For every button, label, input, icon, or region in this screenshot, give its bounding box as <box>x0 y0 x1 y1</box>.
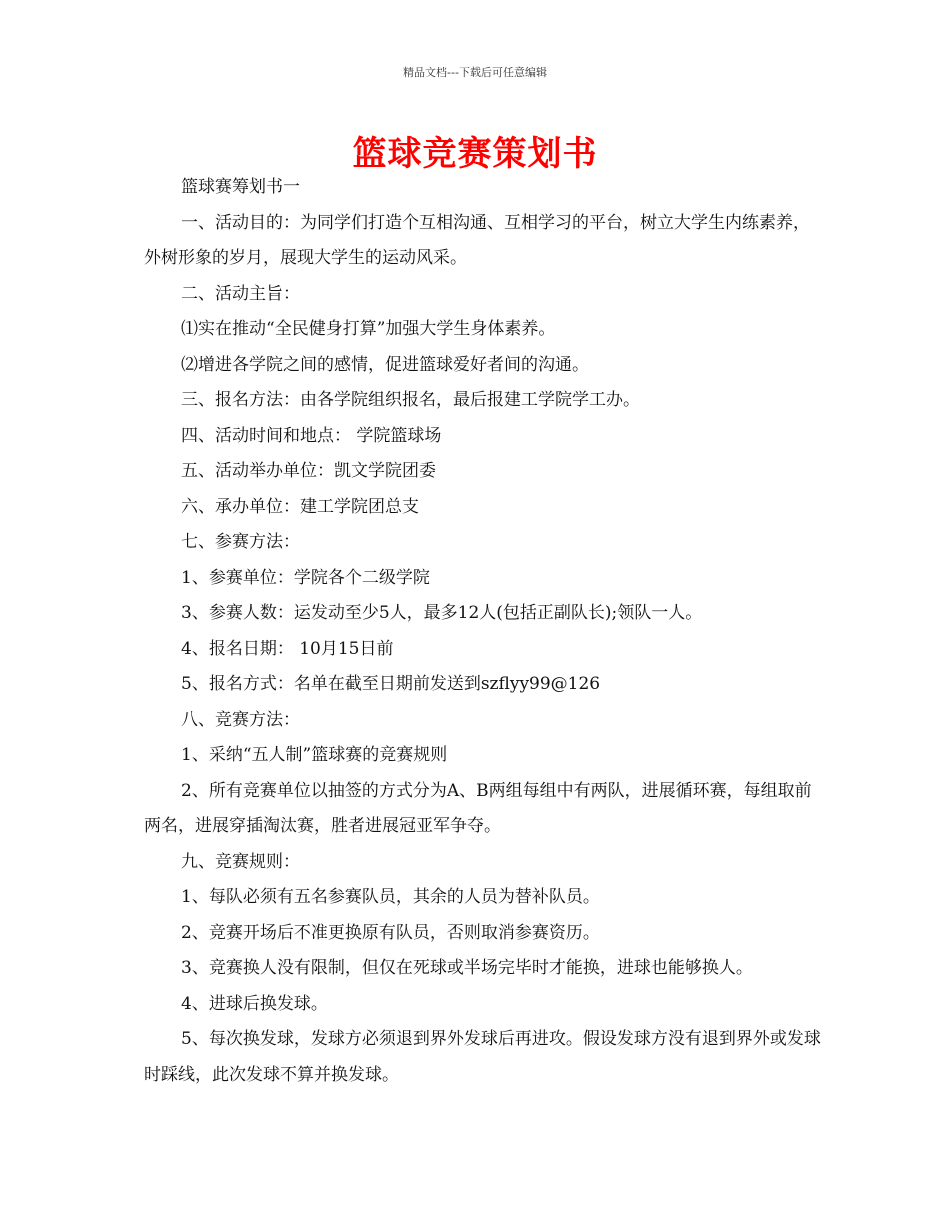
paragraph: 八、竞赛方法： <box>181 709 300 730</box>
paragraph: 三、报名方法：由各学院组织报名，最后报建工学院学工办。 <box>181 390 640 410</box>
paragraph: 5、每次换发球，发球方必须退到界外发球后再进攻。假设发球方没有退到界外或发球时踩线，此次发球不算并换发球。 <box>144 1029 821 1085</box>
paragraph: 1、每队必须有五名参赛队员，其余的人员为替补队员。 <box>181 887 600 907</box>
paragraph: 1、采纳“五人制”篮球赛的竞赛规则 <box>181 745 448 765</box>
paragraph: 四、活动时间和地点： 学院篮球场 <box>181 425 442 446</box>
document-body <box>144 170 824 1093</box>
paragraph: 一、活动目的：为同学们打造个互相沟通、互相学习的平台，树立大学生内练素养，外树形象的岁月，展现大学生的运动风采。 <box>144 212 810 268</box>
paragraph: 二、活动主旨： <box>181 283 300 304</box>
document-title: 篮球竞赛策划书 <box>352 134 598 174</box>
paragraph: 4、进球后换发球。 <box>181 993 328 1014</box>
paragraph: ⑴实在推动“全民健身打算”加强大学生身体素养。 <box>181 319 556 339</box>
paragraph: 3、参赛人数：运发动至少5人，最多12人(包括正副队长);领队一人。 <box>181 603 703 623</box>
paragraph: 篮球赛筹划书一 <box>181 177 300 197</box>
header-note: 精品文档---下载后可任意编辑 <box>403 66 547 79</box>
paragraph: 五、活动举办单位：凯文学院团委 <box>181 461 436 481</box>
paragraph: 5、报名方式：名单在截至日期前发送到szflyy99@126 <box>181 674 601 694</box>
paragraph: 2、竞赛开场后不准更换原有队员，否则取消参赛资历。 <box>181 922 600 943</box>
paragraph: 七、参赛方法： <box>181 532 300 552</box>
paragraph: 3、竞赛换人没有限制，但仅在死球或半场完毕时才能换，进球也能够换人。 <box>181 958 753 978</box>
paragraph: 1、参赛单位：学院各个二级学院 <box>181 567 430 588</box>
paragraph: 六、承办单位：建工学院团总支 <box>181 496 419 517</box>
paragraph: ⑵增进各学院之间的感情，促进篮球爱好者间的沟通。 <box>181 354 589 375</box>
paragraph: 九、竞赛规则： <box>181 851 300 872</box>
paragraph: 2、所有竞赛单位以抽签的方式分为A、B两组每组中有两队，进展循环赛，每组取前两名，进展穿插淘汰赛，胜者进展冠亚军争夺。 <box>144 780 812 836</box>
paragraph: 4、报名日期： 10月15日前 <box>181 638 394 659</box>
